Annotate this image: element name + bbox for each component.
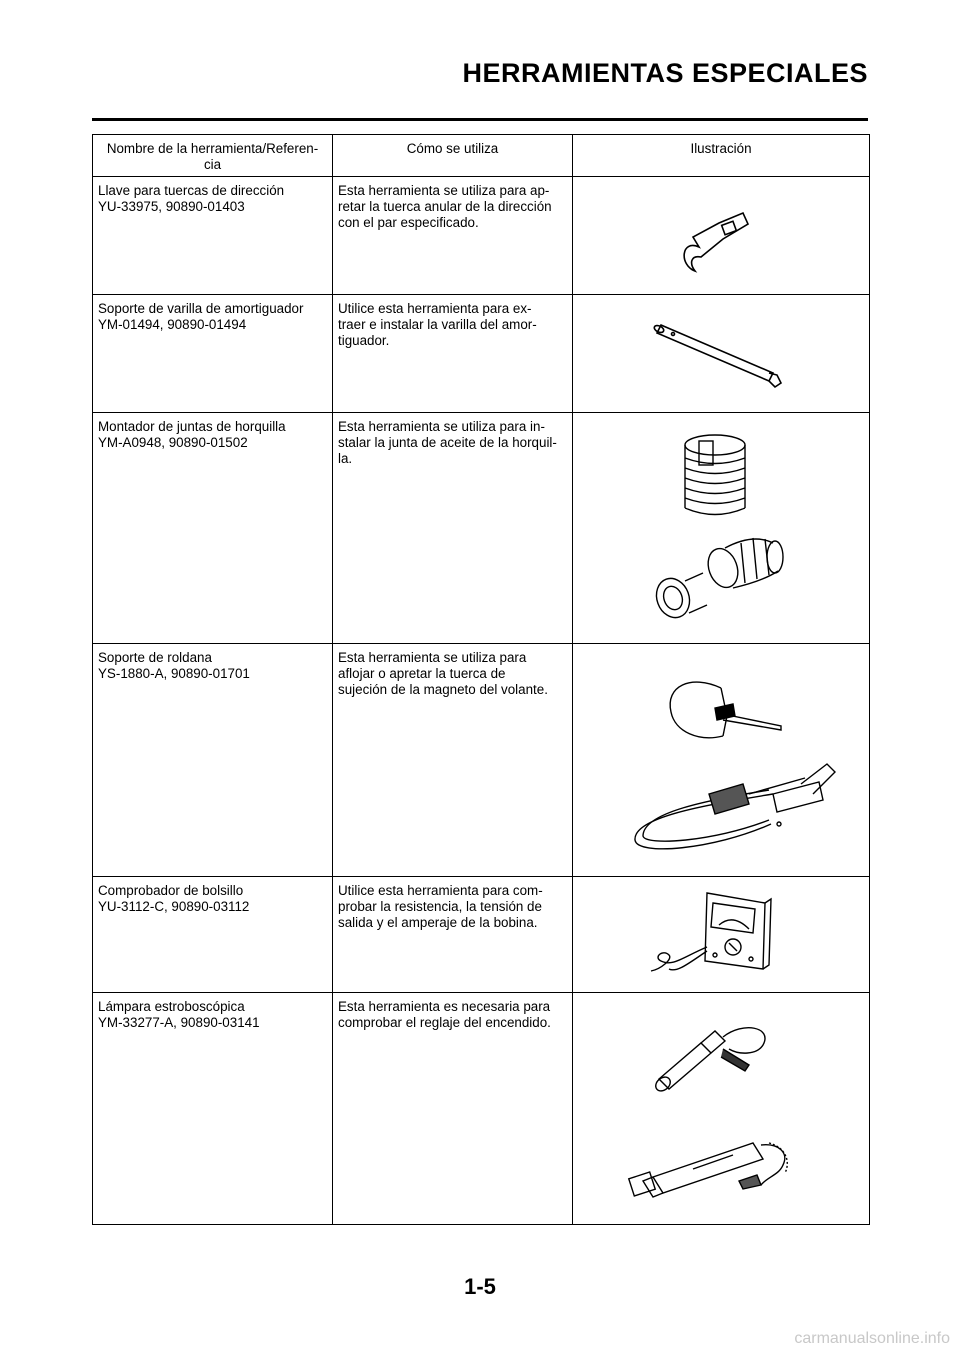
- page-number: 1-5: [464, 1274, 496, 1299]
- usage-line: Esta herramienta se utiliza para in-: [338, 419, 545, 434]
- watermark: carmanualsonline.info: [794, 1330, 950, 1347]
- header-illustration: Ilustración: [573, 135, 870, 177]
- tool-name-cell: [93, 177, 333, 295]
- tool-illustration-cell: [573, 295, 870, 413]
- spanner-wrench-icon: [573, 177, 870, 295]
- header-usage: Cómo se utiliza: [333, 135, 573, 177]
- tool-name: Llave para tuercas de dirección: [98, 183, 285, 198]
- usage-line: salida y el amperaje de la bobina.: [338, 915, 538, 930]
- tool-name: Lámpara estroboscópica: [98, 999, 245, 1014]
- usage-line: comprobar el reglaje del encendido.: [338, 1015, 551, 1030]
- tool-name-cell: [93, 295, 333, 413]
- timing-light-icon: [573, 993, 870, 1225]
- tool-name: Montador de juntas de horquilla: [98, 419, 286, 434]
- title-divider: [92, 118, 868, 121]
- table-row: [93, 877, 870, 993]
- table-row: [93, 644, 870, 877]
- fork-seal-driver-icon: [573, 413, 870, 644]
- tool-reference: YM-A0948, 90890-01502: [98, 435, 248, 450]
- table-row: [93, 295, 870, 413]
- rod-holder-icon: [573, 295, 870, 413]
- tool-name: Comprobador de bolsillo: [98, 883, 244, 898]
- usage-line: Utilice esta herramienta para ex-: [338, 301, 532, 316]
- tool-name-cell: [93, 644, 333, 877]
- table-row: [93, 177, 870, 295]
- tool-name: Soporte de roldana: [98, 650, 212, 665]
- tool-illustration-cell: [573, 993, 870, 1225]
- tool-usage-cell: [333, 993, 573, 1225]
- usage-line: Utilice esta herramienta para com-: [338, 883, 543, 898]
- tool-name-cell: [93, 993, 333, 1225]
- tool-name: Soporte de varilla de amortiguador: [98, 301, 304, 316]
- tool-reference: YM-01494, 90890-01494: [98, 317, 247, 332]
- usage-line: Esta herramienta se utiliza para: [338, 650, 527, 665]
- usage-line: Esta herramienta es necesaria para: [338, 999, 551, 1014]
- tool-usage-cell: [333, 413, 573, 644]
- tool-reference: YS-1880-A, 90890-01701: [98, 666, 250, 681]
- tool-name-cell: [93, 413, 333, 644]
- pocket-tester-icon: [573, 877, 870, 993]
- usage-line: aflojar o apretar la tuerca de: [338, 666, 506, 681]
- usage-line: con el par especificado.: [338, 215, 479, 230]
- usage-line: Esta herramienta se utiliza para ap-: [338, 183, 550, 198]
- usage-line: traer e instalar la varilla del amor-: [338, 317, 537, 332]
- usage-line: stalar la junta de aceite de la horquil-: [338, 435, 557, 450]
- tool-reference: YM-33277-A, 90890-03141: [98, 1015, 260, 1030]
- header-tool-name-line2: cia: [203, 157, 222, 172]
- table-header-row: [93, 135, 870, 177]
- table-row: [93, 413, 870, 644]
- usage-line: la.: [338, 451, 353, 466]
- tool-illustration-cell: [573, 413, 870, 644]
- tool-illustration-cell: [573, 877, 870, 993]
- usage-line: probar la resistencia, la tensión de: [338, 899, 542, 914]
- table-row: [93, 993, 870, 1225]
- usage-line: tiguador.: [338, 333, 390, 348]
- header-tool-name-line1: Nombre de la herramienta/Referen-: [106, 141, 319, 156]
- tool-usage-cell: [333, 877, 573, 993]
- tool-usage-cell: [333, 177, 573, 295]
- sheave-holder-icon: [573, 644, 870, 877]
- usage-line: sujeción de la magneto del volante.: [338, 682, 548, 697]
- tool-illustration-cell: [573, 644, 870, 877]
- tool-reference: YU-33975, 90890-01403: [98, 199, 245, 214]
- tool-usage-cell: [333, 295, 573, 413]
- tool-reference: YU-3112-C, 90890-03112: [98, 899, 250, 914]
- header-tool-name: [93, 135, 333, 177]
- special-tools-table: [92, 134, 870, 1225]
- tool-illustration-cell: [573, 177, 870, 295]
- usage-line: retar la tuerca anular de la dirección: [338, 199, 552, 214]
- page-title: HERRAMIENTAS ESPECIALES: [462, 58, 868, 88]
- tool-usage-cell: [333, 644, 573, 877]
- tool-name-cell: [93, 877, 333, 993]
